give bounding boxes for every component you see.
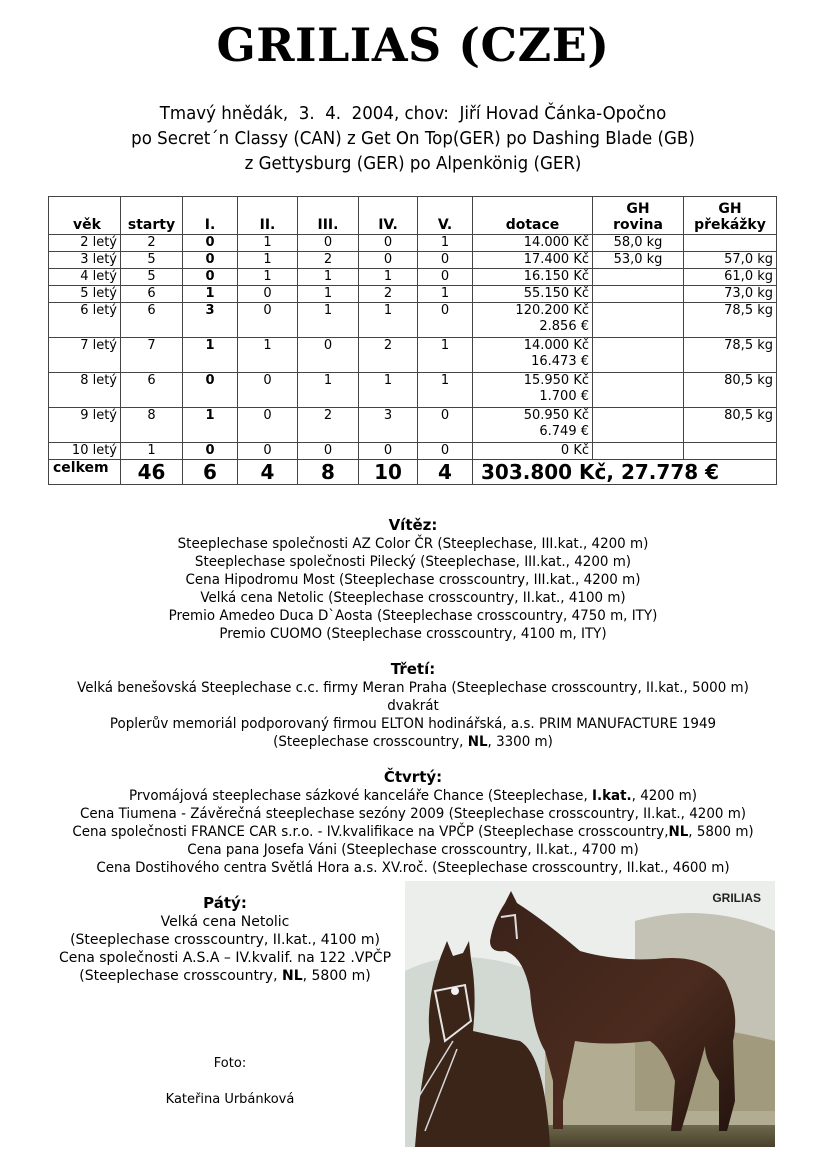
photo-credit-name: Kateřina Urbánková [165, 1092, 295, 1107]
text-run: , 5800 m) [688, 824, 754, 840]
text-run: (Steeplechase crosscountry, [79, 968, 282, 984]
place-3-cell: 1 [298, 269, 359, 286]
total-starts: 46 [121, 460, 183, 485]
total-label: celkem [49, 460, 121, 485]
third-race-details [17, 733, 810, 751]
winner-section [0, 516, 826, 643]
place-2-cell: 1 [238, 252, 298, 269]
earnings-czk: 0 Kč [560, 443, 589, 458]
place-5-cell: 0 [418, 303, 473, 338]
header-gh-jump-line1: GH [718, 201, 742, 217]
place-1-cell: 1 [183, 408, 238, 443]
text-run: , 5800 m) [302, 968, 371, 984]
earnings-czk: 55.150 Kč [523, 286, 589, 301]
earnings-cell [473, 408, 593, 443]
race-statistics-table [48, 196, 777, 485]
age-cell: 7 letý [49, 338, 121, 373]
place-5-cell: 0 [418, 252, 473, 269]
horse-info [21, 102, 806, 177]
place-4-cell: 3 [359, 408, 418, 443]
gh-jump-cell: 73,0 kg [684, 286, 777, 303]
text-run: Prvomájová steeplechase sázkové kanceláře Chance (Steeplechase, [128, 788, 593, 804]
place-1-cell: 0 [183, 373, 238, 408]
third-race: Poplerův memoriál podporovaný firmou ELTON hodinářská, a.s. PRIM MANUFACTURE 1949 [109, 716, 717, 732]
starts-cell: 6 [121, 303, 183, 338]
header-place-3: III. [298, 197, 359, 235]
fourth-race [17, 823, 810, 841]
gh-flat-cell [593, 373, 684, 408]
place-3-cell: 1 [298, 303, 359, 338]
gh-flat-cell [593, 303, 684, 338]
total-place-3: 8 [298, 460, 359, 485]
gh-jump-cell: 80,5 kg [684, 408, 777, 443]
gh-flat-cell [593, 338, 684, 373]
earnings-czk: 17.400 Kč [523, 252, 589, 267]
age-cell: 6 letý [49, 303, 121, 338]
third-race-note: dvakrát [387, 698, 439, 714]
text-run: Cena společnosti FRANCE CAR s.r.o. - IV.kvalifikace na VPČP (Steeplechase crosscountry, [72, 824, 669, 840]
winner-heading: Vítěz: [388, 516, 438, 534]
gh-jump-cell [684, 443, 777, 460]
place-2-cell: 1 [238, 338, 298, 373]
starts-cell: 2 [121, 235, 183, 252]
starts-cell: 8 [121, 408, 183, 443]
third-place-section [0, 660, 826, 751]
earnings-czk: 15.950 Kč [523, 373, 589, 388]
header-gh-jump-line2: překážky [694, 217, 766, 233]
place-4-cell: 1 [359, 303, 418, 338]
place-1-cell: 0 [183, 443, 238, 460]
header-place-4: IV. [359, 197, 418, 235]
fifth-heading: Pátý: [203, 894, 247, 912]
table-row [49, 286, 777, 303]
place-3-cell: 2 [298, 408, 359, 443]
fifth-race-details: (Steeplechase crosscountry, II.kat., 4100 m) [70, 932, 380, 948]
age-cell: 10 letý [49, 443, 121, 460]
fifth-race: Cena společnosti A.S.A – IV.kvalif. na 122 .VPČP [58, 950, 392, 966]
place-2-cell: 0 [238, 303, 298, 338]
earnings-cell [473, 303, 593, 338]
earnings-czk: 16.150 Kč [523, 269, 589, 284]
place-2-cell: 0 [238, 443, 298, 460]
place-4-cell: 0 [359, 252, 418, 269]
ground [545, 1125, 775, 1147]
earnings-cell [473, 373, 593, 408]
gh-jump-cell: 78,5 kg [684, 303, 777, 338]
header-place-1: I. [183, 197, 238, 235]
gh-flat-cell [593, 269, 684, 286]
place-5-cell: 1 [418, 338, 473, 373]
place-4-cell: 0 [359, 443, 418, 460]
place-4-cell: 2 [359, 338, 418, 373]
place-5-cell: 0 [418, 443, 473, 460]
place-3-cell: 0 [298, 235, 359, 252]
race-category: I.kat. [592, 788, 632, 804]
starts-cell: 7 [121, 338, 183, 373]
page-title: GRILIAS (CZE) [216, 18, 610, 72]
starts-cell: 6 [121, 286, 183, 303]
starts-cell: 6 [121, 373, 183, 408]
race-category: NL [281, 968, 303, 984]
place-2-cell: 1 [238, 269, 298, 286]
place-3-cell: 2 [298, 252, 359, 269]
header-earnings: dotace [473, 197, 593, 235]
place-1-cell: 0 [183, 235, 238, 252]
earnings-cell [473, 286, 593, 303]
earnings-czk: 50.950 Kč [523, 408, 589, 423]
horse-info-pedigree-1: po Secret´n Classy (CAN) z Get On Top(GER) po Dashing Blade (GB) [131, 129, 695, 149]
earnings-czk: 120.200 Kč [515, 303, 589, 318]
age-cell: 9 letý [49, 408, 121, 443]
table-row [49, 303, 777, 338]
horse-illustration [405, 881, 775, 1147]
earnings-eur: 1.700 € [539, 389, 589, 404]
earnings-czk: 14.000 Kč [523, 235, 589, 250]
age-cell: 5 letý [49, 286, 121, 303]
place-5-cell: 1 [418, 286, 473, 303]
place-4-cell: 1 [359, 269, 418, 286]
header-gh-flat [593, 197, 684, 235]
table-row [49, 373, 777, 408]
text-run: , 3300 m) [487, 734, 553, 750]
winner-race: Cena Hipodromu Most (Steeplechase crosscountry, III.kat., 4200 m) [185, 572, 641, 588]
fourth-race: Cena Dostihového centra Světlá Hora a.s. XV.roč. (Steeplechase crosscountry, II.kat., 4600 m) [96, 860, 730, 876]
third-race: Velká benešovská Steeplechase c.c. firmy Meran Praha (Steeplechase crosscountry, II.kat., 5000 m) [77, 680, 749, 696]
age-cell: 4 letý [49, 269, 121, 286]
gh-jump-cell: 80,5 kg [684, 373, 777, 408]
fifth-place-section [55, 894, 395, 985]
starts-cell: 5 [121, 252, 183, 269]
place-3-cell: 1 [298, 373, 359, 408]
age-cell: 3 letý [49, 252, 121, 269]
earnings-eur: 6.749 € [539, 424, 589, 439]
starts-cell: 1 [121, 443, 183, 460]
gh-jump-cell: 57,0 kg [684, 252, 777, 269]
table-header-row [49, 197, 777, 235]
photo-credit-label: Foto: [213, 1056, 247, 1071]
fifth-race-details [55, 967, 395, 985]
header-starts: starty [121, 197, 183, 235]
starts-cell: 5 [121, 269, 183, 286]
place-1-cell: 1 [183, 338, 238, 373]
race-category: NL [668, 824, 689, 840]
fourth-race: Cena Tiumena - Závěrečná steeplechase sezóny 2009 (Steeplechase crosscountry, II.kat., 4200 m) [79, 806, 747, 822]
place-2-cell: 0 [238, 373, 298, 408]
header-place-5: V. [418, 197, 473, 235]
header-gh-flat-line1: GH [626, 201, 650, 217]
table-row [49, 252, 777, 269]
winner-race: Steeplechase společnosti Pilecký (Steeplechase, III.kat., 4200 m) [194, 554, 632, 570]
table-row [49, 269, 777, 286]
fourth-place-section [0, 768, 826, 877]
winner-race: Premio Amedeo Duca D`Aosta (Steeplechase crosscountry, 4750 m, ITY) [168, 608, 658, 624]
fifth-race: Velká cena Netolic [160, 914, 290, 930]
place-4-cell: 2 [359, 286, 418, 303]
place-1-cell: 0 [183, 252, 238, 269]
gh-flat-cell [593, 443, 684, 460]
place-2-cell: 0 [238, 286, 298, 303]
place-2-cell: 1 [238, 235, 298, 252]
winner-race: Velká cena Netolic (Steeplechase crosscountry, II.kat., 4100 m) [200, 590, 626, 606]
text-run: , 4200 m) [631, 788, 698, 804]
earnings-cell [473, 338, 593, 373]
header-age: věk [49, 197, 121, 235]
fourth-race [17, 787, 810, 805]
place-4-cell: 1 [359, 373, 418, 408]
gh-flat-cell: 53,0 kg [593, 252, 684, 269]
place-5-cell: 1 [418, 373, 473, 408]
horse-info-breeding: Tmavý hnědák, 3. 4. 2004, chov: Jiří Hovad Čánka-Opočno [159, 104, 667, 124]
place-5-cell: 0 [418, 408, 473, 443]
table-row [49, 235, 777, 252]
race-category: NL [467, 734, 488, 750]
photo-caption: GRILIAS [712, 891, 761, 905]
table-row [49, 338, 777, 373]
earnings-cell [473, 252, 593, 269]
table-row [49, 408, 777, 443]
place-4-cell: 0 [359, 235, 418, 252]
earnings-eur: 2.856 € [539, 319, 589, 334]
total-place-5: 4 [418, 460, 473, 485]
gh-flat-cell [593, 286, 684, 303]
gh-jump-cell [684, 235, 777, 252]
horse-photo [405, 881, 775, 1147]
header-gh-flat-line2: rovina [613, 217, 663, 233]
earnings-cell [473, 235, 593, 252]
gh-flat-cell: 58,0 kg [593, 235, 684, 252]
table-total-row [49, 460, 777, 485]
place-3-cell: 0 [298, 338, 359, 373]
gh-flat-cell [593, 408, 684, 443]
third-heading: Třetí: [390, 660, 436, 678]
place-1-cell: 1 [183, 286, 238, 303]
fourth-race: Cena pana Josefa Váni (Steeplechase crosscountry, II.kat., 4700 m) [187, 842, 639, 858]
earnings-cell [473, 443, 593, 460]
place-3-cell: 1 [298, 286, 359, 303]
gh-jump-cell: 78,5 kg [684, 338, 777, 373]
text-run: (Steeplechase crosscountry, [273, 734, 468, 750]
winner-race: Premio CUOMO (Steeplechase crosscountry, 4100 m, ITY) [219, 626, 607, 642]
header-gh-jump [684, 197, 777, 235]
total-place-2: 4 [238, 460, 298, 485]
place-3-cell: 0 [298, 443, 359, 460]
place-1-cell: 3 [183, 303, 238, 338]
age-cell: 8 letý [49, 373, 121, 408]
place-2-cell: 0 [238, 408, 298, 443]
earnings-eur: 16.473 € [531, 354, 589, 369]
fourth-heading: Čtvrtý: [383, 768, 443, 786]
place-1-cell: 0 [183, 269, 238, 286]
gh-jump-cell: 61,0 kg [684, 269, 777, 286]
total-place-1: 6 [183, 460, 238, 485]
total-place-4: 10 [359, 460, 418, 485]
table-row [49, 443, 777, 460]
place-5-cell: 1 [418, 235, 473, 252]
winner-race: Steeplechase společnosti AZ Color ČR (Steeplechase, III.kat., 4200 m) [177, 536, 649, 552]
horse-info-pedigree-2: z Gettysburg (GER) po Alpenkönig (GER) [244, 154, 582, 174]
earnings-cell [473, 269, 593, 286]
total-earnings: 303.800 Kč, 27.778 € [473, 460, 777, 485]
place-5-cell: 0 [418, 269, 473, 286]
header-place-2: II. [238, 197, 298, 235]
earnings-czk: 14.000 Kč [523, 338, 589, 353]
age-cell: 2 letý [49, 235, 121, 252]
